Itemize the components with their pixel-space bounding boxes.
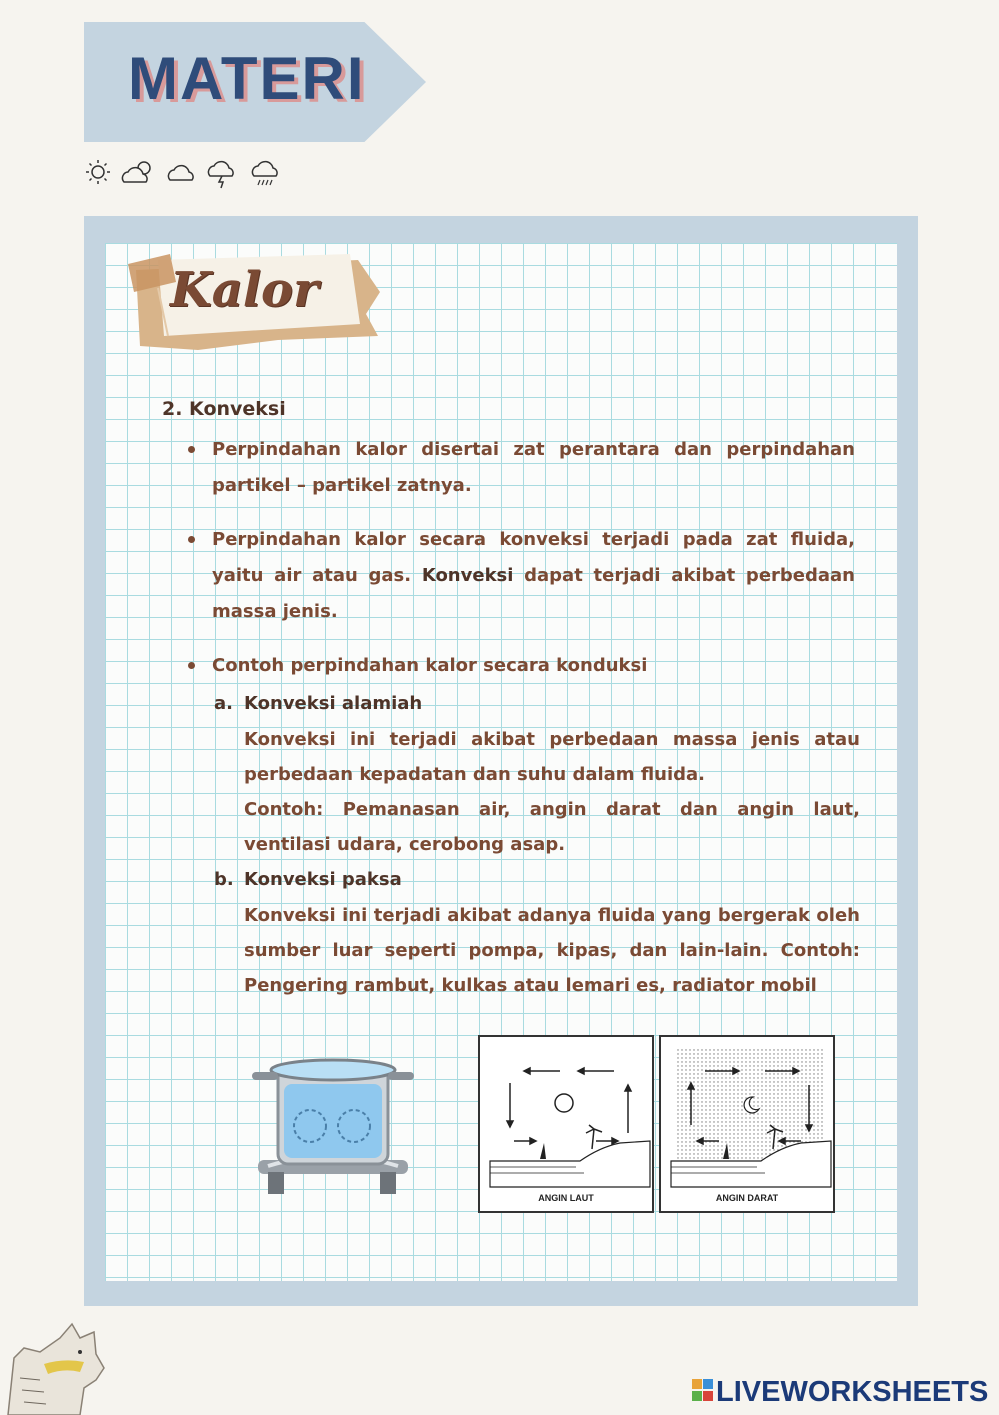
bullet-dot	[188, 446, 195, 453]
topic-label: Kalor	[170, 262, 319, 318]
cloud-icon	[166, 158, 198, 186]
sun-icon	[84, 158, 112, 186]
bullet-dot	[188, 662, 195, 669]
weather-icons-row	[84, 158, 284, 190]
bullet-item	[162, 648, 855, 684]
subitem-body: Konveksi ini terjadi akibat perbedaan massa jenis atau perbedaan kepadatan dan suhu dalam fluida.	[244, 729, 860, 785]
sea-breeze-diagram	[480, 1037, 652, 1211]
subitem-letter: a.	[214, 693, 233, 714]
bullet-item	[162, 522, 855, 630]
page-title: MATERI	[128, 45, 366, 112]
bullet-dot	[188, 536, 195, 543]
cloud-rain-icon	[250, 158, 284, 190]
subitem-title: Konveksi paksa	[244, 869, 402, 890]
bullet-item	[162, 432, 855, 504]
subitem-forced-convection	[162, 862, 860, 1003]
cloud-sun-icon	[120, 158, 158, 186]
subitem-body: Konveksi ini terjadi akibat adanya fluida yang bergerak oleh sumber luar seperti pompa, kipas, dan lain-lain. Contoh: Pengering rambut, kulkas atau lemari es, radiator mobil	[244, 905, 860, 996]
sea-breeze-figure	[478, 1035, 654, 1213]
section-title: 2. Konveksi	[162, 398, 286, 420]
boiling-pot-illustration	[248, 1048, 418, 1198]
subitem-example: Contoh: Pemanasan air, angin darat dan angin laut, ventilasi udara, cerobong asap.	[244, 799, 860, 855]
land-breeze-figure	[659, 1035, 835, 1213]
bullet-highlight: Konveksi	[421, 565, 514, 586]
land-breeze-caption: ANGIN DARAT	[715, 1193, 779, 1203]
lesson-content	[162, 398, 862, 1003]
bullet-text: dapat terjadi akibat perbedaan massa jenis.	[212, 565, 855, 622]
land-breeze-diagram	[661, 1037, 833, 1211]
subitem-letter: b.	[214, 869, 234, 890]
liveworksheets-logo-icon	[692, 1379, 714, 1403]
subitem-natural-convection	[162, 686, 860, 862]
subitem-title: Konveksi alamiah	[244, 693, 423, 714]
cloud-lightning-icon	[206, 158, 242, 190]
brand-name: LIVEWORKSHEETS	[716, 1376, 989, 1408]
bullet-text: Contoh perpindahan kalor secara konduksi	[212, 655, 648, 676]
bullet-text: Perpindahan kalor secara konveksi terjadi pada zat fluida, yaitu air atau gas.	[212, 529, 855, 586]
bullet-text: Perpindahan kalor disertai zat perantara dan perpindahan partikel – partikel zatnya.	[212, 439, 855, 496]
decorative-cat-illustration	[0, 1318, 110, 1415]
sea-breeze-caption: ANGIN LAUT	[538, 1193, 594, 1203]
